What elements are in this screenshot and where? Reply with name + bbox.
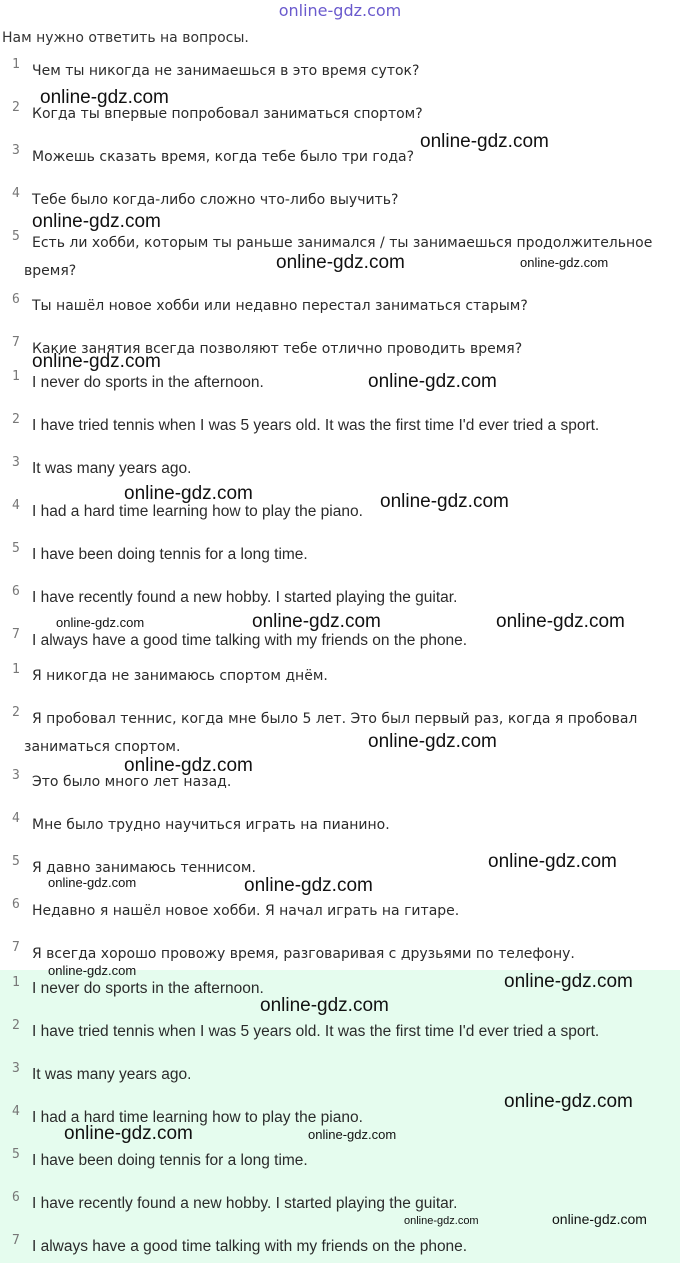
item-number: 4 (12, 1104, 20, 1119)
item-text: Я давно занимаюсь теннисом. (32, 860, 256, 876)
item-number: 1 (12, 975, 20, 990)
item-number: 7 (12, 627, 20, 642)
watermark: online-gdz.com (252, 611, 381, 632)
item-text: Ты нашёл новое хобби или недавно перестал заниматься старым? (32, 298, 528, 314)
item-text: Какие занятия всегда позволяют тебе отлично проводить время? (32, 341, 523, 357)
watermark: online-gdz.com (368, 371, 497, 392)
item-number: 7 (12, 335, 20, 350)
item-text: I never do sports in the afternoon. (32, 374, 264, 391)
item-number: 4 (12, 811, 20, 826)
watermark: online-gdz.com (504, 1091, 633, 1112)
watermark: online-gdz.com (420, 131, 549, 152)
item-number: 3 (12, 143, 20, 158)
watermark: online-gdz.com (504, 971, 633, 992)
item-number: 6 (12, 584, 20, 599)
watermark: online-gdz.com (124, 483, 253, 504)
item-text: I always have a good time talking with my friends on the phone. (32, 632, 468, 649)
item-text: Тебе было когда-либо сложно что-либо выучить? (32, 192, 399, 208)
item-text: I had a hard time learning how to play the piano. (32, 503, 363, 520)
item-text: Когда ты впервые попробовал заниматься спортом? (32, 106, 423, 122)
item-text: Я никогда не занимаюсь спортом днём. (32, 668, 328, 684)
watermark: online-gdz.com (48, 963, 137, 978)
item-text: I have recently found a new hobby. I started playing the guitar. (32, 589, 458, 606)
item-number: 2 (12, 1018, 20, 1033)
watermark: online-gdz.com (520, 255, 609, 270)
top-watermark: online-gdz.com (278, 1, 402, 20)
item-number: 6 (12, 292, 20, 307)
item-number: 6 (12, 1190, 20, 1205)
item-text: Я пробовал теннис, когда мне было 5 лет. Это был первый раз, когда я пробовал заниматься спортом. (24, 711, 638, 755)
watermark: online-gdz.com (48, 875, 137, 890)
item-text: Это было много лет назад. (32, 774, 232, 790)
item-text: Я всегда хорошо провожу время, разговаривая с друзьями по телефону. (32, 946, 575, 962)
watermark: online-gdz.com (56, 615, 145, 630)
item-text: It was many years ago. (32, 1066, 192, 1083)
item-text: I have been doing tennis for a long time. (32, 546, 308, 563)
item-number: 5 (12, 229, 20, 244)
item-text: I never do sports in the afternoon. (32, 980, 264, 997)
item-number: 1 (12, 662, 20, 677)
watermark: online-gdz.com (488, 851, 617, 872)
intro-text: Нам нужно ответить на вопросы. (2, 30, 249, 46)
watermark: online-gdz.com (368, 731, 497, 752)
item-text: It was many years ago. (32, 460, 192, 477)
item-number: 3 (12, 455, 20, 470)
watermark: online-gdz.com (260, 995, 389, 1016)
item-text: I have tried tennis when I was 5 years old. It was the first time I'd ever tried a sport. (32, 1023, 600, 1040)
item-text: Мне было трудно научиться играть на пианино. (32, 817, 390, 833)
item-number: 5 (12, 541, 20, 556)
watermark: online-gdz.com (308, 1127, 397, 1142)
watermark: online-gdz.com (32, 211, 161, 232)
item-text: Есть ли хобби, которым ты раньше занимался / ты занимаешься продолжительное время? (24, 235, 653, 279)
watermark: online-gdz.com (40, 87, 169, 108)
item-number: 2 (12, 412, 20, 427)
item-text: I always have a good time talking with my friends on the phone. (32, 1238, 468, 1255)
item-text: Недавно я нашёл новое хобби. Я начал играть на гитаре. (32, 903, 460, 919)
watermark: online-gdz.com (32, 351, 161, 372)
item-number: 2 (12, 705, 20, 720)
item-text: Можешь сказать время, когда тебе было три года? (32, 149, 415, 165)
item-number: 4 (12, 498, 20, 513)
item-number: 6 (12, 897, 20, 912)
item-text: Чем ты никогда не занимаешься в это время суток? (32, 63, 420, 79)
item-number: 7 (12, 940, 20, 955)
item-number: 7 (12, 1233, 20, 1248)
item-number: 3 (12, 768, 20, 783)
item-text: I have been doing tennis for a long time. (32, 1152, 308, 1169)
item-number: 5 (12, 854, 20, 869)
watermark: online-gdz.com (244, 875, 373, 896)
watermark: online-gdz.com (496, 611, 625, 632)
item-text: I had a hard time learning how to play the piano. (32, 1109, 363, 1126)
item-text: I have recently found a new hobby. I started playing the guitar. (32, 1195, 458, 1212)
item-number: 3 (12, 1061, 20, 1076)
watermark: online-gdz.com (276, 252, 405, 273)
item-number: 2 (12, 100, 20, 115)
watermark: online-gdz.com (380, 491, 509, 512)
item-number: 1 (12, 369, 20, 384)
watermark: online-gdz.com (404, 1215, 479, 1227)
item-number: 5 (12, 1147, 20, 1162)
item-number: 4 (12, 186, 20, 201)
item-text: I have tried tennis when I was 5 years old. It was the first time I'd ever tried a sport. (32, 417, 600, 434)
watermark: online-gdz.com (552, 1211, 647, 1227)
watermark: online-gdz.com (124, 755, 253, 776)
item-number: 1 (12, 57, 20, 72)
watermark: online-gdz.com (64, 1123, 193, 1144)
